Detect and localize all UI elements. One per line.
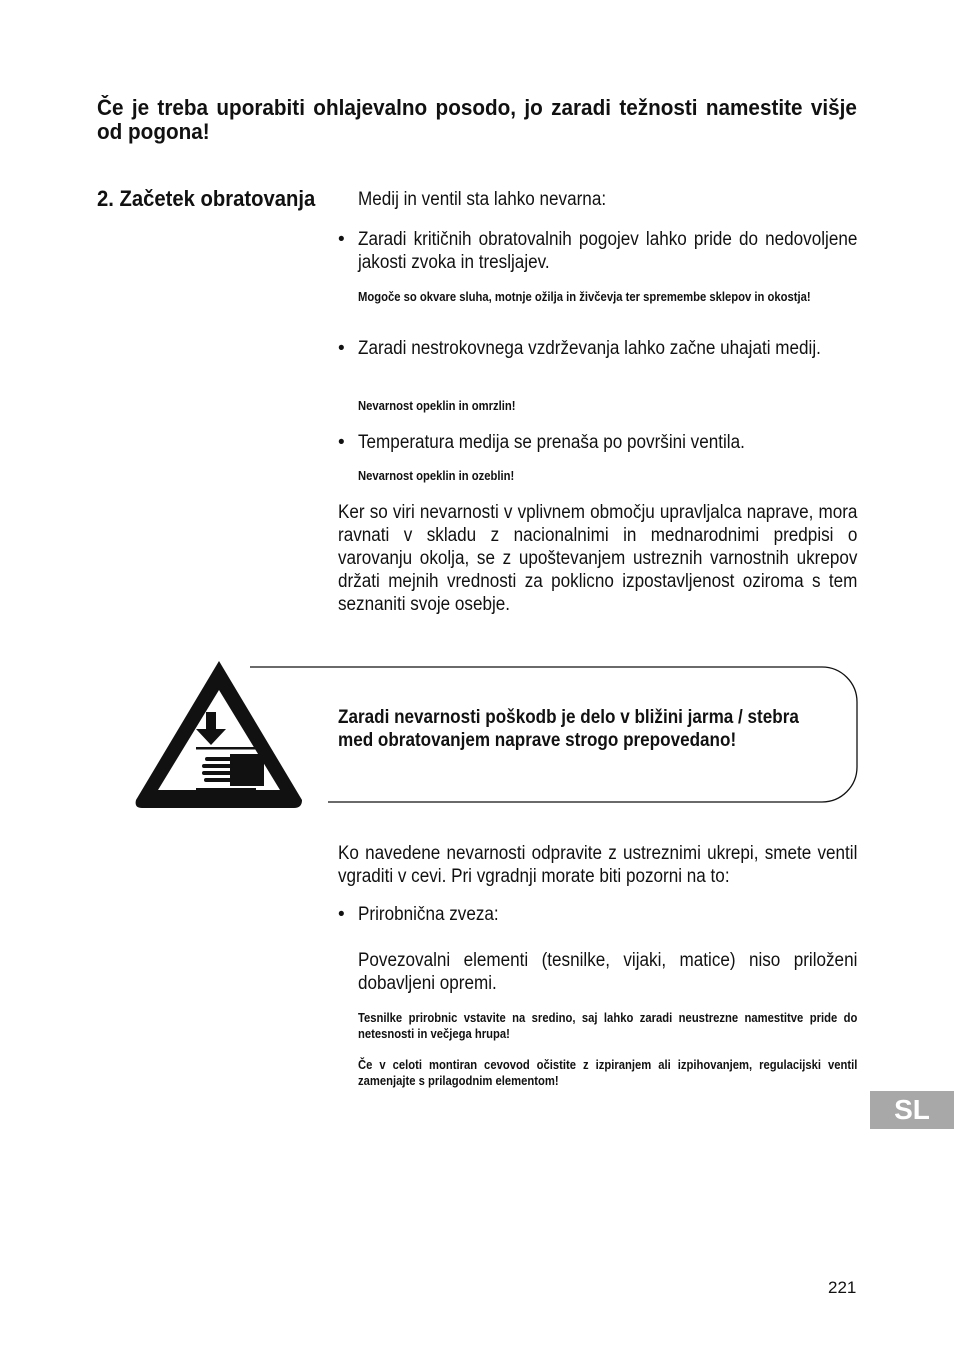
hand-crush-warning-icon [136,661,302,808]
note-text: Nevarnost opeklin in omrzlin! [358,399,516,413]
warning-text [338,706,838,752]
hazard-paragraph [338,501,857,616]
bullet-dot: • [338,338,345,359]
flange-title: Prirobnična zveza: [358,904,499,925]
item-text: Temperatura medija se prenaša po površini ventila. [358,432,745,453]
note-text: Mogoče so okvare sluha, motnje ožilja in živčevja ter spremembe sklepov in okostja! [358,290,811,304]
item-note [358,289,857,305]
flange-text-content: Povezovalni elementi (tesnilke, vijaki, matice) niso priloženi dobavljeni opremi. [358,950,858,994]
list-item-text [358,903,857,926]
warning-message: Zaradi nevarnosti poškodb je delo v bližini jarma / stebra med obratovanjem naprave strogo prepovedano! [338,707,799,751]
flange-text [358,949,857,995]
note-text: Tesnilke prirobnic vstavite na sredino, saj lahko zaradi neustrezne namestitve pride do netesnosti in večjega hrupa! [358,1011,858,1041]
bullet-dot: • [338,229,345,250]
item-note [358,398,857,414]
paragraph-text: Ker so viri nevarnosti v vplivnem območju upravljalca naprave, mora ravnati v skladu z nacionalnimi in mednarodnimi predpisi o varovanju okolja, se z upoštevanjem ustreznih varnostnih ukrepov držati mejnih vrednosti za poklicno izpostavljenost oziroma s tem seznaniti svoje osebje. [338,502,858,615]
flange-note [358,1010,857,1042]
page-heading [97,96,857,144]
list-item-text [358,337,857,360]
item-note [358,468,857,484]
language-tab: SL [870,1091,954,1129]
list-item-text [358,228,857,274]
note-text: Če v celoti montiran cevovod očistite z izpiranjem ali izpihovanjem, regulacijski ventil zamenjajte s prilagodnim elementom! [358,1058,858,1088]
item-text: Zaradi kritičnih obratovalnih pogojev lahko pride do nedovoljene jakosti zvoka in tresljajev. [358,229,858,273]
item-text: Zaradi nestrokovnega vzdrževanja lahko začne uhajati medij. [358,338,821,359]
page-number: 221 [828,1278,857,1297]
section-title: 2. Začetek obratovanja [97,186,316,211]
bullet-dot: • [338,432,345,453]
list-item-text [358,431,857,454]
section-intro [358,188,634,211]
note-text: Nevarnost opeklin in ozeblin! [358,469,515,483]
installation-paragraph [338,842,857,888]
bullet-dot: • [338,904,345,925]
heading-text: Če je treba uporabiti ohlajevalno posodo, jo zaradi težnosti namestite višje od pogona! [97,95,857,144]
flange-note [358,1057,857,1089]
intro-text: Medij in ventil sta lahko nevarna: [358,189,607,210]
paragraph2-text: Ko navedene nevarnosti odpravite z ustreznimi ukrepi, smete ventil vgraditi v cevi. Pri vgradnji morate biti pozorni na to: [338,843,858,887]
